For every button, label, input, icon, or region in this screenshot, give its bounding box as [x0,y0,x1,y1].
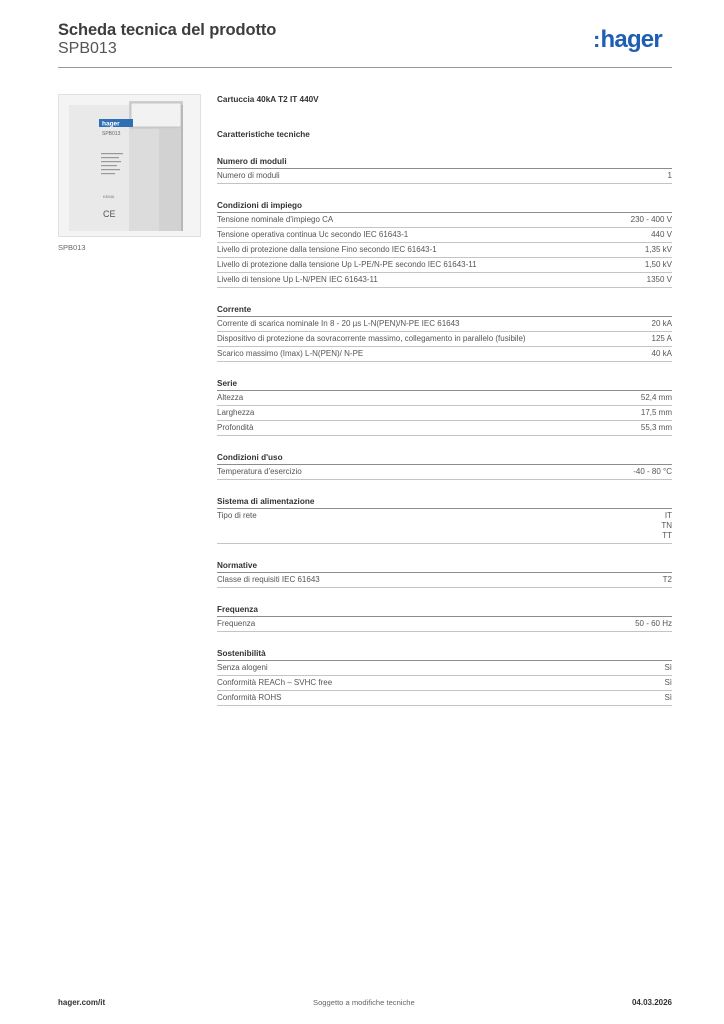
spec-label: Larghezza [217,408,255,417]
spec-section [217,305,672,362]
spec-row [217,213,672,228]
hager-logo-text: hager [600,26,662,53]
spec-label: Senza alogeni [217,663,268,672]
spec-label: Classe di requisiti IEC 61643 [217,575,320,584]
spec-value: 50 - 60 Hz [635,619,672,628]
spec-row [217,676,672,691]
spec-row [217,332,672,347]
spec-row [217,691,672,706]
label-ce: CE [103,209,116,219]
spec-label: Tipo di rete [217,511,257,520]
section-title: Frequenza [217,605,672,617]
product-name: Cartuccia 40kA T2 IT 440V [217,95,319,104]
spec-row [217,243,672,258]
spec-row [217,347,672,362]
spec-section [217,561,672,588]
label-brand: hager [102,120,120,128]
spec-row [217,317,672,332]
label-code: SPB013 [102,131,121,137]
spec-section [217,605,672,632]
spec-label: Frequenza [217,619,256,628]
spec-row [217,421,672,436]
spec-value: Sì [664,693,672,702]
spec-label: Tensione nominale d'impiego CA [217,215,334,224]
product-image [58,94,201,237]
section-title: Normative [217,561,672,573]
spec-section [217,453,672,480]
spec-row [217,169,672,184]
spec-sections [217,157,672,706]
spec-row [217,258,672,273]
image-caption: SPB013 [58,243,86,252]
spec-row [217,465,672,480]
header-divider [58,67,672,68]
section-title: Sostenibilità [217,649,672,661]
spec-value: T2 [662,575,672,584]
spec-value: 20 kA [651,319,672,328]
spec-table [217,95,672,706]
spec-value: 55,3 mm [640,423,672,432]
spec-section [217,497,672,544]
spec-row [217,617,672,632]
spec-value: -40 - 80 °C [633,467,672,476]
product-illustration [59,95,200,236]
section-title: Sistema di alimentazione [217,497,672,509]
spec-value: IT TN TT [661,511,672,540]
spec-row [217,391,672,406]
spec-label: Livello di tensione Up L-N/PEN IEC 61643-11 [217,275,378,284]
spec-value: Sì [664,678,672,687]
spec-value: 125 A [651,334,672,343]
spec-label: Profondità [217,423,254,432]
product-code: SPB013 [58,40,117,57]
footer-date: 04.03.2026 [631,998,672,1007]
spec-value: 1,50 kV [644,260,672,269]
section-title: Serie [217,379,672,391]
spec-label: Corrente di scarica nominale In 8 - 20 µs L-N(PEN)/N-PE IEC 61643 [217,319,460,328]
spec-value: 1 [667,171,672,180]
spec-row [217,661,672,676]
spec-row [217,573,672,588]
spec-value: 440 V [651,230,672,239]
section-title: Condizioni di impiego [217,201,672,213]
spec-label: Tensione operativa continua Uc secondo IEC 61643-1 [217,230,409,239]
spec-label: Temperatura d'esercizio [217,467,302,476]
footer-website[interactable]: hager.com/it [58,998,106,1007]
spec-label: Livello di protezione dalla tensione Up L-PE/N-PE secondo IEC 61643-11 [217,260,477,269]
spec-value: 230 - 400 V [630,215,672,224]
features-heading: Caratteristiche tecniche [217,130,310,139]
section-title: Corrente [217,305,672,317]
spec-section [217,201,672,288]
footer-note: Soggetto a modifiche tecniche [313,998,415,1007]
spec-value: 1350 V [646,275,672,284]
section-title: Condizioni d'uso [217,453,672,465]
spec-row [217,509,672,544]
spec-section [217,379,672,436]
spec-label: Livello di protezione dalla tensione Fino secondo IEC 61643-1 [217,245,437,254]
spec-value: 17,5 mm [640,408,672,417]
spec-label: Conformità ROHS [217,693,282,702]
spec-section [217,157,672,184]
spec-label: Scarico massimo (Imax) L-N(PEN)/ N-PE [217,349,364,358]
spec-row [217,228,672,243]
spec-value: 52,4 mm [640,393,672,402]
spec-section [217,649,672,706]
section-title: Numero di moduli [217,157,672,169]
spec-value: Sì [664,663,672,672]
spec-label: Numero di moduli [217,171,280,180]
spec-label: Conformità REACh – SVHC free [217,678,333,687]
spec-row [217,273,672,288]
spec-value: 1,35 kV [644,245,672,254]
label-kema: KEMA [103,194,115,199]
spec-label: Dispositivo di protezione da sovracorrente massimo, collegamento in parallelo (fusibile) [217,334,526,343]
spec-label: Altezza [217,393,244,402]
spec-value: 40 kA [651,349,672,358]
page-title: Scheda tecnica del prodotto [58,21,277,39]
spec-row [217,406,672,421]
hager-logo: :hager [593,26,662,53]
